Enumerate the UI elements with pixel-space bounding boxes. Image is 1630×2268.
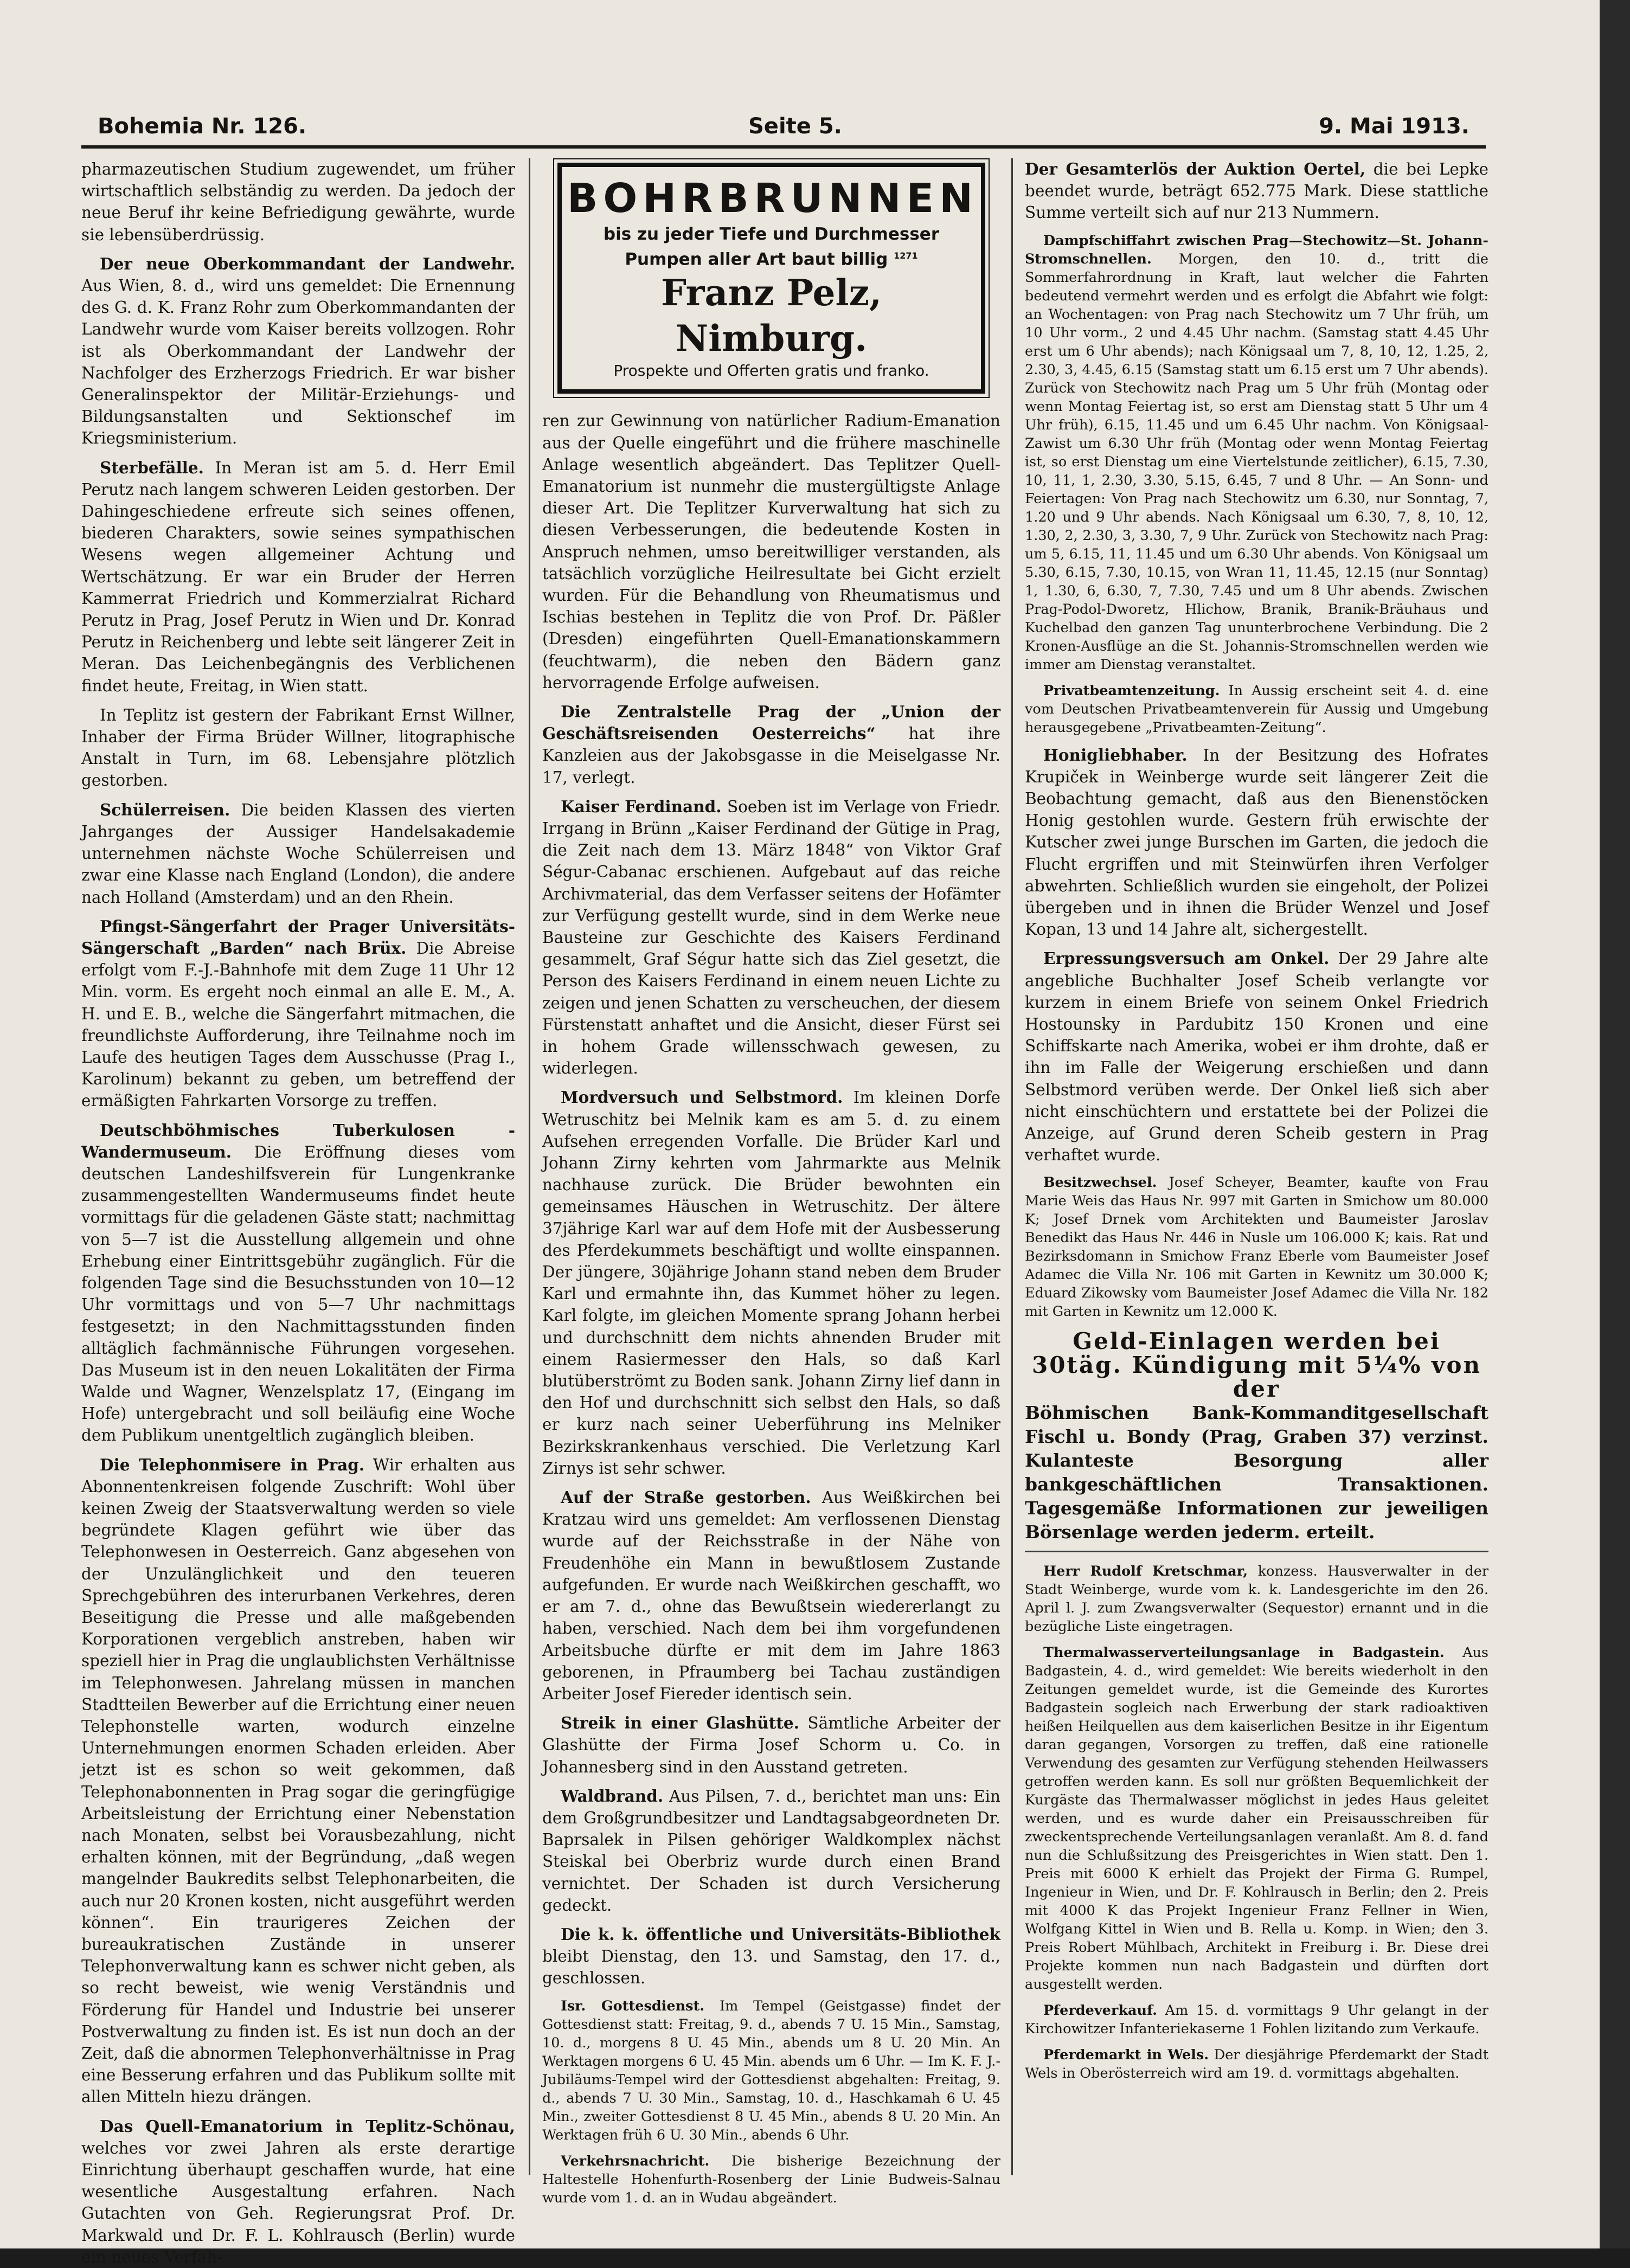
article-text: Die Eröffnung dieses vom deutschen Landeshilfsverein für Lungenkranke zusammengestellten Wandermuseums findet heute vormittags für die geladenen Gäste statt; nachmittag von 5—7 ist die Ausstellung allgemein und ohne Erhebung einer Eintrittsgebühr zugänglich. Für die folgenden Tage sind die Besuchsstunden von 10—12 Uhr vormittags und von 5—7 Uhr nachmittags festgesetzt; in den Nachmittagsstunden finden alltäglich fachmännische Führungen vorgesehen. Das Museum ist in den neuen Lokalitäten der Firma Walde und Wagner, Wenzelsplatz 17, (Eingang im Hofe) untergebracht und soll beiläufig eine Woche dem Publikum unentgeltlich zugänglich bleiben. [81, 1142, 515, 1445]
article [81, 916, 515, 1112]
article-text: Am 15. d. vormittags 9 Uhr gelangt in der Kirchowitzer Infanteriekaserne 1 Fohlen lizitando zum Verkaufe. [1025, 2002, 1488, 2038]
article [1025, 1643, 1488, 1994]
article-heading: Pferdemarkt in Wels. [1043, 2047, 1209, 2064]
article-heading: Mordversuch und Selbstmord. [561, 1088, 843, 1107]
article [1025, 232, 1488, 674]
article-text: In Meran ist am 5. d. Herr Emil Perutz nach langem schweren Leiden gestorben. Der Dahingeschiedene erfreute sich seines offenen, biederen Charakters, sowie seines sympathischen Wesens wegen allgemeiner Achtung und Wertschätzung. Er war ein Bruder der Herren Kammerrat Friedrich und Kommerzialrat Richard Perutz in Prag, Josef Perutz in Wien und Dr. Konrad Perutz in Reichenberg und lebte seit längerer Zeit in Meran. Das Leichenbegängnis des Verblichenen findet heute, Freitag, in Wien statt. [81, 458, 515, 695]
article-heading: Streik in einer Glashütte. [561, 1713, 799, 1733]
article-heading: Kaiser Ferdinand. [561, 796, 722, 816]
article-heading: Dampfschiffahrt zwischen Prag—Stechowitz—St. Johann-Stromschnellen. [1025, 232, 1488, 267]
article-heading: Herr Rudolf Kretschmar, [1043, 1563, 1248, 1580]
article [1025, 744, 1488, 941]
ad-title: BOHRBRUNNEN [567, 175, 979, 222]
article [1025, 2001, 1488, 2038]
article [542, 1712, 1000, 1778]
article [81, 1454, 515, 2108]
article-text: hat ihre Kanzleien aus der Jakobsgasse in die Meiselgasse Nr. 17, verlegt. [542, 724, 1000, 787]
article-heading: Verkehrsnachricht. [561, 2153, 710, 2169]
article-text: Im kleinen Dorfe Wetruschitz bei Melnik kam es am 5. d. zu einem Aufsehen erregenden Vorfalle. Die Brüder Karl und Johann Zirny kehrten vom Jahrmarkte aus Melnik nachhause zurück. Die Brüder bewohnten ein gemeinsames Häuschen in Wetruschitz. Der ältere 37jährige Karl war auf dem Hofe mit der Ausbesserung des Pferdekummets beschäftigt und wollte einspannen. Der jüngere, 30jährige Johann stand neben dem Bruder Karl und ermahnte ihn, das Kummet höher zu legen. Karl folgte, im gleichen Momente sprang Johann herbei und durchschnitt dem nichts ahnenden Bruder mit einem Rasiermesser den Hals, so daß Karl blutüberströmt zu Boden sank. Johann Zirny lief dann in den Hof und durchschnitt sich selbst den Hals, so daß er kurz nach seiner Ueberführung ins Melniker Bezirkskrankenhaus verschied. Die Verletzung Karl Zirnys ist sehr schwer. [542, 1088, 1000, 1477]
ad-line [567, 245, 976, 270]
article-heading: Besitzwechsel. [1043, 1174, 1157, 1191]
page-header [81, 98, 1486, 146]
column-divider [1011, 158, 1013, 2175]
article [1025, 2046, 1488, 2083]
article-text: Wir erhalten aus Abonnentenkreisen folgende Zuschrift: Wohl über keinen Zweig der Staatsverwaltung werden so viele begründete Klagen geführt wie über das Telephonwesen in Oesterreich. Ganz abgesehen von der Unzulänglichkeit und den teueren Sprechgebühren des interurbanen Verkehres, deren Beseitigung die Presse und alle maßgebenden Korporationen vergeblich anstreben, haben wir speziell hier in Prag die unglaublichsten Verhältnisse im Telephonwesen. Jahrelang müssen in manchen Stadtteilen Bewerber auf die Errichtung einer neuen Telephonstelle warten, wodurch einzelne Unternehmungen enormen Schaden erleiden. Aber jetzt ist es schon so weit gekommen, daß Telephonabonnenten in Prag sogar die geringfügige Arbeitsleistung der Errichtung einer Nebenstation nach Monaten, selbst bei Vorausbezahlung, nicht erhalten können, mit der Begründung, „daß wegen mangelnder Baukredits selbst Telephonarbeiten, die auch nur 20 Kronen kosten, nicht ausgeführt werden können“. Ein traurigeres Zeichen der bureaukratischen Zustände in unserer Telephonverwaltung kann es schwer nicht geben, als so recht beweist, wie wenig Verständnis und Förderung für Handel und Industrie bei unserer Postverwaltung zu finden ist. Es ist nun doch an der Zeit, daß die abnormen Telephonverhältnisse in Prag eine Besserung erfahren und das Publikum sollte mit allen Mitteln hiezu drängen. [81, 1455, 515, 2106]
article-heading: Erpressungsversuch am Onkel. [1043, 949, 1330, 968]
article [542, 1487, 1000, 1705]
article-text: In der Besitzung des Hofrates Krupiček in Weinberge wurde seit längerer Zeit die Beobachtung gemacht, daß aus den Bienenstöcken Honig gestohlen wurde. Gestern früh erwischte der Kutscher zwei junge Burschen im Garten, die jedoch die Flucht ergriffen und mit Steinwürfen ihren Verfolger abwehrten. Schließlich wurden sie eingeholt, der Polizei übergeben und in ihnen die Brüder Wenzel und Josef Kopan, 13 und 14 Jahre alt, sichergestellt. [1025, 746, 1488, 939]
article-heading: Das Quell-Emanatorium in Teplitz-Schönau, [100, 2116, 515, 2136]
column-3 [1025, 158, 1488, 2175]
article-heading: Pferdeverkauf. [1043, 2002, 1158, 2019]
column-2 [542, 158, 1000, 2206]
article-text: Der 29 Jahre alte angebliche Buchhalter Josef Scheib verlangte vor kurzem in einem Briefe von seinem Onkel Friedrich Hostounsky in Pardubitz 150 Kronen und eine Schiffskarte nach Amerika, wobei er ihm drohte, daß er ihn im Falle der Weigerung erschießen und dann Selbstmord verüben werde. Der Onkel ließ sich aber nicht einschüchtern und erstattete bei der Polizei die Anzeige, auf Grund deren Scheib gestern in Prag verhaftet wurde. [1025, 949, 1488, 1165]
article-text: ren zur Gewinnung von natürlicher Radium-Emanation aus der Quelle eingeführt und die frühere maschinelle Anlage wesentlich abgeändert. Das Teplitzer Quell-Emanatorium ist nunmehr die mustergültigste Anlage dieser Art. Die Teplitzer Kurverwaltung hat sich zu diesen Verbesserungen, die bedeutende Kosten in Anspruch nehmen, umso bereitwilliger verstanden, als tatsächlich vorzügliche Heilresultate bei Gicht erzielt wurden. Für die Behandlung von Rheumatismus und Ischias bestehen in Teplitz die von Prof. Dr. Päßler (Dresden) eingeführten Quell-Emanationskammern (feuchtwarm), die neben den Bädern ganz hervorragende Erfolge aufweisen. [542, 412, 1000, 692]
article-heading: Der Gesamterlös der Auktion Oertel, [1025, 159, 1366, 178]
article [1025, 682, 1488, 737]
article [542, 701, 1000, 788]
article [1025, 1562, 1488, 1636]
article [1025, 158, 1488, 224]
article-heading: Isr. Gottesdienst. [561, 1997, 705, 2014]
article-text: die bei Lepke beendet wurde, beträgt 652.775 Mark. Diese stattliche Summe verteilt sich auf nur 213 Nummern. [1025, 160, 1488, 222]
article-text: Der diesjährige Pferdemarkt der Stadt Wels in Oberösterreich wird am 19. d. vormittags abgehalten. [1025, 2047, 1488, 2082]
article [81, 799, 515, 908]
column-1 [81, 158, 515, 2266]
article-text: welches vor zwei Jahren als erste derartige Einrichtung überhaupt geschaffen wurde, hat eine wesentliche Ausgestaltung erfahren. Nach Gutachten von Geh. Regierungsrat Prof. Dr. Markwald und Dr. F. L. Kohlrausch (Berlin) wurde ein neues Verfah- [81, 2138, 515, 2266]
header-rule [81, 145, 1486, 149]
article-text: Aus Weißkirchen bei Kratzau wird uns gemeldet: Am verflossenen Dienstag wurde auf der Reichsstraße in der Nähe von Freudenhöhe ein Mann in bewußtlosem Zustande aufgefunden. Er wurde nach Weißkirchen geschafft, wo er am 7. d., ohne das Bewußtsein wiedererlangt zu haben, verschied. Nach dem bei ihm vorgefundenen Arbeitsbuche dürfte er mit dem im Jahre 1863 geborenen, in Pfraumberg bei Tachau zuständigen Arbeiter Josef Fiereder identisch sein. [542, 1488, 1000, 1703]
article-text: In Teplitz ist gestern der Fabrikant Ernst Willner, Inhaber der Firma Brüder Willner, litographische Anstalt in Turn, im 68. Lebensjahre plötzlich gestorben. [81, 705, 515, 790]
header-date: 9. Mai 1913. [1319, 114, 1469, 139]
bank-ad-title: Geld-Einlagen werden bei 30täg. Kündigung mit 5¼% von der [1031, 1328, 1481, 1403]
ad-company: Franz Pelz, Nimburg. [660, 272, 882, 360]
article-text: Josef Scheyer, Beamter, kaufte von Frau Marie Weis das Haus Nr. 997 mit Garten in Smichow um 80.000 K; Josef Drnek vom Architekten und Baumeister Jaroslav Benedikt das Haus Nr. 446 in Nusle um 106.000 K; kais. Rat und Bezirksdomann in Smichow Franz Eberle vom Baumeister Josef Adamec die Villa Nr. 106 mit Garten in Kewnitz um 30.000 K; Eduard Zikowsky vom Baumeister Josef Adamec die Villa Nr. 182 mit Garten in Kewnitz um 12.000 K. [1025, 1174, 1489, 1320]
article-text: Im Tempel (Geistgasse) findet der Gottesdienst statt: Freitag, 9. d., abends 7 U. 15 Min., Samstag, 10. d., morgens 8 U. 45 Min., abends um 8 U. 20 Min. An Werktagen morgens 6 U. 45 Min. abends um 6 Uhr. — Im K. F. J.-Jubiläums-Tempel wird der Gottesdienst abgehalten: Freitag, 9. d., abends 7 U. 30 Min., Samstag, 10. d., Haschkamah 6 U. 45 Min., zweiter Gottesdienst 8 U. 45 Min., abends 8 U. 20 Min. An Werktagen früh 6 U. 30 Min., abends 6 Uhr. [542, 1997, 1000, 2143]
article-text: konzess. Hausverwalter in der Stadt Weinberge, wurde vom k. k. Landesgerichte im den 26. April l. J. zum Zwangsverwalter (Sequestor) ernannt und in die bezügliche Liste eingetragen. [1025, 1563, 1489, 1635]
article-heading: Deutschböhmisches Tuberkulosen - Wandermuseum. [81, 1120, 515, 1161]
article-text: Aus Badgastein, 4. d., wird gemeldet: Wie bereits wiederholt in den Zeitungen gemeldet wurde, ist die Gemeinde des Kurortes Badgastein sogleich nach Erwerbung der stark radioaktiven heißen Heilquellen aus dem kaiserlichen Besitze in ihr Eigentum daran gegangen, Vorsorgen zu treffen, daß eine rationelle Verwendung des gesamten zur Verfügung stehenden Heilwassers getroffen werden kann. Es soll nur größten Bequemlichkeit der Kurgäste das Thermalwasser möglichst in jedes Haus geleitet werden, und es wurde daher ein Preisausschreiben für zweckentsprechende Verteilungsanlagen veranlaßt. Am 8. d. fand nun die Schlußsitzung des Preisgerichtes in Wien statt. Den 1. Preis mit 6000 K erhielt das Projekt der Firma G. Rumpel, Ingenieur in Wien, und Dr. F. Kohlrausch in Berlin; den 2. Preis mit 4000 K das Projekt Ingenieur Franz Fellner in Wien, Wolfgang Kittel in Wien und B. Rella u. Komp. in Wien; den 3. Preis Robert Mühlbach, Architekt in Freiburg i. Br. Diese drei Projekte kommen nun nach Badgastein und dürften dort ausgestellt werden. [1025, 1644, 1489, 1993]
article [81, 1120, 515, 1447]
article-heading: Die Telephonmisere in Prag. [100, 1455, 365, 1474]
article-heading: Waldbrand. [561, 1786, 664, 1806]
article-heading: Die k. k. öffentliche und Universitäts-Bibliothek [561, 1924, 1000, 1944]
ad-line-text: Pumpen aller Art baut billig [625, 249, 888, 269]
scan-edge [1600, 0, 1630, 2248]
article-heading: Schülerreisen. [100, 800, 230, 819]
article [542, 1924, 1000, 1989]
article-heading: Auf der Straße gestorben. [561, 1488, 811, 1507]
ad-subtitle: bis zu jeder Tiefe und Durchmesser [603, 224, 940, 244]
article [1025, 1173, 1488, 1321]
article-text: Aus Wien, 8. d., wird uns gemeldet: Die Ernennung des G. d. K. Franz Rohr zum Oberkommandanten der Landwehr wurde vom Kaiser bereits vollzogen. Rohr ist als Oberkommandant der Landwehr der Nachfolger des Erzherzogs Friedrich. Er war bisher Generalinspektor der Militär-Erziehungs- und Bildungsanstalten und Sektionschef im Kriegsministerium. [81, 277, 515, 448]
article-text: Morgen, den 10. d., tritt die Sommerfahrordnung in Kraft, laut welcher die Fahrten bedeutend vermehrt werden und es erfolgt die Abfahrt wie folgt: an Wochentagen: von Prag nach Stechowitz um 7 Uhr früh, um 10 Uhr vorm., 2 und 4.45 Uhr nachm. (Samstag statt 4.45 Uhr erst um 6 Uhr abends); nach Königsaal um 7, 8, 10, 12, 1.25, 2, 2.30, 3, 4.45, 6.15 (Samstag statt um 6.15 erst um 7 Uhr abends). Zurück von Stechowitz nach Prag um 5 Uhr früh (Montag oder wenn Montag Feiertag ist, so erst am Dienstag statt 5 Uhr um 4 Uhr früh), 6.15, 11.45 und um 6.45 Uhr nachm. Von Königsaal-Zawist um 6.30 Uhr früh (Montag oder wenn Montag Feiertag ist, so erst Dienstag um eine Viertelstunde zeitlicher), 6.15, 7.30, 10, 11, 1, 2.30, 3.30, 5.15, 6.45, 7 und 8 Uhr. — An Sonn- und Feiertagen: Von Prag nach Stechowitz um 6.30, nur Sonntag, 7, 1.20 und 9 Uhr abends. Nach Königsaal um 6.30, 7, 8, 10, 12, 1.30, 2, 2.30, 3, 3.30, 7, 9 Uhr. Zurück von Stechowitz nach Prag: um 5, 6.15, 11, 11.45 und um 6.30 Uhr abends. Von Königsaal um 5.30, 6.15, 7.30, 10.15, von Wran 11, 11.45, 12.15 (nur Sonntag) 1, 1.30, 6, 6.30, 7, 7.30, 7.45 und um 8 Uhr abends. Zwischen Prag-Podol-Dworetz, Hlichow, Branik, Branik-Bräuhaus und Kuchelbad den ganzen Tag ununterbrochene Verbindung. Die 2 Kronen-Ausflüge an die St. Johannis-Stromschnellen werden wie immer am Dienstag veranstaltet. [1025, 250, 1488, 673]
article-text: Sämtliche Arbeiter der Glashütte der Firma Josef Schorm u. Co. in Johannesberg sind in den Ausstand getreten. [542, 1714, 1000, 1776]
section-divider [1025, 1551, 1488, 1552]
article-heading: Privatbeamtenzeitung. [1043, 682, 1220, 699]
ad-footer: Prospekte und Offerten gratis und franko. [613, 362, 929, 380]
article-text: bleibt Dienstag, den 13. und Samstag, den 17. d., geschlossen. [542, 1947, 1000, 1988]
article [542, 796, 1000, 1080]
article-heading: Der neue Oberkommandant der Landwehr. [100, 254, 515, 273]
bank-ad-text: Böhmischen Bank-Kommanditgesellschaft Fischl u. Bondy (Prag, Graben 37) verzinst. Kulanteste Besorgung aller bankgeschäftlichen Transaktionen. Tagesgemäße Informationen zur jeweiligen Börsenlage werden jederm. erteilt. [1025, 1402, 1488, 1543]
bank-advertisement [1025, 1329, 1488, 1544]
article-heading: Sterbefälle. [100, 458, 204, 477]
article-text: Aus Pilsen, 7. d., berichtet man uns: Ein dem Großgrundbesitzer und Landtagsabgeordneten Dr. Baprsalek in Pilsen gehöriger Waldkomplex nächst Steiskal bei Oberbriz wurde durch einen Brand vernichtet. Der Schaden ist durch Versicherung gedeckt. [542, 1787, 1000, 1914]
article-text: Die Abreise erfolgt vom F.-J.-Bahnhofe mit dem Zuge 11 Uhr 12 Min. vorm. Es ergeht noch einmal an alle E. M., A. H. und E. B., welche die Sängerfahrt mitmachen, die freundlichste Aufforderung, ihre Teilnahme noch im Laufe des heutigen Tages dem Ausschusse (Prag I., Karolinum) bekannt zu geben, um betreffend der ermäßigten Fahrkarten Vorsorge zu treffen. [81, 939, 515, 1110]
article-heading: Honigliebhaber. [1043, 745, 1188, 764]
article [542, 2152, 1000, 2207]
advertisement-bohrbrunnen [557, 163, 985, 394]
article-heading: Thermalwasserverteilungsanlage in Badgastein. [1043, 1644, 1445, 1661]
column-divider [529, 158, 530, 2175]
article [81, 457, 515, 697]
article-heading: Die Zentralstelle Prag der „Union der Geschäftsreisenden Oesterreichs“ [542, 702, 1000, 743]
article [1025, 948, 1488, 1166]
article-text: Die bisherige Bezeichnung der Haltestelle Hohenfurth-Rosenberg der Linie Budweis-Salnau wurde vom 1. d. an in Wudau abgeändert. [542, 2153, 1000, 2206]
ad-code: 1271 [894, 250, 918, 261]
article-heading: Pfingst-Sängerfahrt der Prager Universitäts-Sängerschaft „Barden“ nach Brüx. [81, 916, 515, 958]
article [542, 1997, 1000, 2144]
article-text: Soeben ist im Verlage von Friedr. Irrgang in Brünn „Kaiser Ferdinand der Gütige in Prag, die Zeit nach dem 13. März 1848“ von Viktor Graf Ségur-Cabanac erschienen. Aufgebaut auf das reiche Archivmaterial, das dem Verfasser seitens der Hofämter zur Verfügung gestellt wurde, sind in dem Werke neue Bausteine zur Geschichte des Kaisers Ferdinand gesammelt, Graf Ségur hatte sich das Ziel gesetzt, die Person des Kaisers Ferdinand in einem neuen Lichte zu zeigen und jenen Schatten zu verscheuchen, der diesem Fürstenstatt anhaftet und die Ansicht, dieser Fürst sei in hohem Grade willensschwach gewesen, zu widerlegen. [542, 797, 1000, 1078]
article-text: pharmazeutischen Studium zugewendet, um früher wirtschaftlich selbständig zu werden. Da jedoch der neue Beruf ihr keine Befriedigung gewährte, wurde sie lebensüberdrüssig. [81, 160, 515, 244]
article-text: Die beiden Klassen des vierten Jahrganges der Aussiger Handelsakademie unternehmen nächste Woche Schülerreisen und zwar eine Klasse nach England (London), die andere nach Holland (Amsterdam) und an den Rhein. [81, 800, 515, 907]
article [542, 1785, 1000, 1916]
article [81, 2116, 515, 2268]
article [542, 1087, 1000, 1479]
article [81, 253, 515, 449]
article-text: In Aussig erscheint seit 4. d. eine vom Deutschen Privatbeamtenverein für Aussig und Umgebung herausgegebene „Privatbeamten-Zeitung“. [1025, 682, 1488, 736]
header-page-number: Seite 5. [748, 114, 842, 139]
header-issue: Bohemia Nr. 126. [98, 114, 307, 139]
